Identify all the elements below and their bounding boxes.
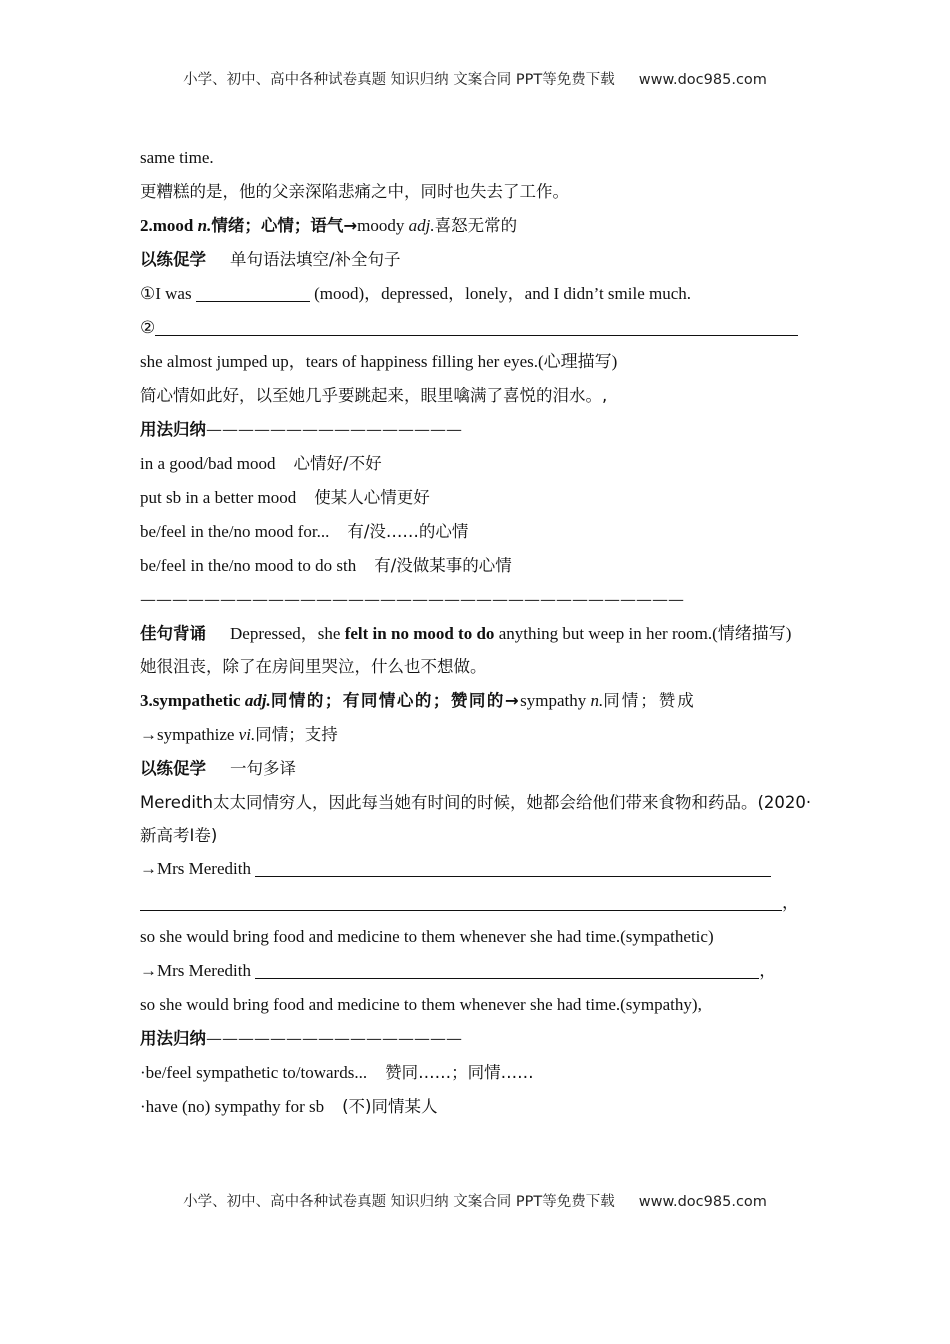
footer-text: 小学、初中、高中各种试卷真题 知识归纳 文案合同 PPT等免费下载 [183, 1194, 615, 1210]
entry-mood [140, 209, 812, 243]
key-sentence-translation: 她很沮丧，除了在房间里哭泣，什么也不想做。 [140, 657, 487, 676]
derived-pos: adj. [408, 216, 435, 235]
usage-item: ·have (no) sympathy for sb (不)同情某人 [140, 1097, 438, 1116]
text-line-1: same time. [140, 148, 214, 167]
entry-pos: n. [197, 216, 212, 235]
section-label: 以练促学 [140, 250, 206, 269]
translation-answer-2: →Mrs Meredith ， [140, 954, 812, 988]
key-phrase: felt in no mood to do [344, 624, 495, 643]
document-body [140, 141, 812, 1124]
section-text: 一句多译 [230, 759, 296, 778]
section-text: 单句语法填空/补全句子 [230, 250, 401, 269]
section-label: 用法归纳 [140, 420, 206, 439]
page-header [0, 68, 950, 89]
practice-heading [140, 243, 812, 277]
page-footer [0, 1190, 950, 1211]
answer-blank[interactable] [196, 281, 310, 302]
divider: —————————————————————————————————— [140, 590, 684, 609]
translation-answer-1: →Mrs Meredith [140, 852, 812, 886]
section-label: 用法归纳 [140, 1029, 206, 1048]
header-site: www.doc985.com [638, 72, 767, 88]
section-label: 佳句背诵 [140, 624, 206, 643]
exercise-1-start: ①I was [140, 284, 196, 303]
section-label: 以练促学 [140, 759, 206, 778]
exercise-2 [140, 311, 812, 345]
entry-word: sympathetic [152, 691, 241, 710]
entry-definition: 情绪；心情；语气→ [211, 216, 358, 235]
answer-blank[interactable] [255, 958, 759, 979]
key-sentence: 佳句背诵 Depressed，she felt in no mood to do anything but weep in her room.(情绪描写) [140, 624, 792, 643]
exercise-1 [140, 277, 812, 311]
usage-item: in a good/bad mood 心情好/不好 [140, 454, 382, 473]
usage-heading [140, 1022, 812, 1056]
translation-answer-1-cont: ， [140, 886, 812, 920]
translation-line: 更糟糕的是，他的父亲深陷悲痛之中，同时也失去了工作。 [140, 182, 569, 201]
usage-item: be/feel in the/no mood for... 有/没……的心情 [140, 522, 469, 541]
derived-word: moody [357, 216, 409, 235]
footer-site: www.doc985.com [638, 1194, 767, 1210]
exercise-2-marker: ② [140, 318, 156, 337]
usage-heading [140, 413, 812, 447]
derived-pos: n. [590, 691, 604, 710]
entry-sympathetic [140, 684, 812, 718]
answer-blank[interactable] [140, 890, 782, 911]
usage-item: ·be/feel sympathetic to/towards... 赞同……；同情…… [140, 1063, 534, 1082]
multi-translation-prompt: Meredith太太同情穷人，因此每当她有时间的时候，她都会给他们带来食物和药品。(2020·新高考Ⅰ卷) [140, 793, 812, 845]
entry-word: mood [152, 216, 194, 235]
entry-number: 2. [140, 216, 153, 235]
entry-sympathize: →sympathize vi.同情；支持 [140, 725, 338, 744]
translation-answer-1-end: so she would bring food and medicine to them whenever she had time.(sympathetic) [140, 927, 714, 946]
usage-item: put sb in a better mood 使某人心情更好 [140, 488, 430, 507]
divider: ———————————————— [206, 1029, 462, 1048]
header-text: 小学、初中、高中各种试卷真题 知识归纳 文案合同 PPT等免费下载 [183, 72, 615, 88]
divider: ———————————————— [206, 420, 462, 439]
entry-pos: adj. [244, 691, 271, 710]
exercise-2-sentence: she almost jumped up，tears of happiness filling her eyes.(心理描写) [140, 352, 618, 371]
exercise-1-end: (mood)，depressed，lonely，and I didn’t smile much. [309, 284, 692, 303]
translation-answer-2-end: so she would bring food and medicine to them whenever she had time.(sympathy), [140, 995, 702, 1014]
answer-blank[interactable] [155, 315, 798, 336]
answer-blank[interactable] [255, 856, 771, 877]
entry-definition: 同情的；有同情心的；赞同的→ [270, 691, 521, 710]
entry-number: 3. [140, 691, 153, 710]
usage-item: be/feel in the/no mood to do sth 有/没做某事的心情 [140, 556, 512, 575]
exercise-2-translation: 简心情如此好，以至她几乎要跳起来，眼里噙满了喜悦的泪水。, [140, 386, 608, 405]
practice-heading [140, 752, 812, 786]
derived-definition: 同情；赞成 [603, 691, 696, 710]
derived-definition: 喜怒无常的 [434, 216, 518, 235]
derived-word: sympathy [520, 691, 591, 710]
